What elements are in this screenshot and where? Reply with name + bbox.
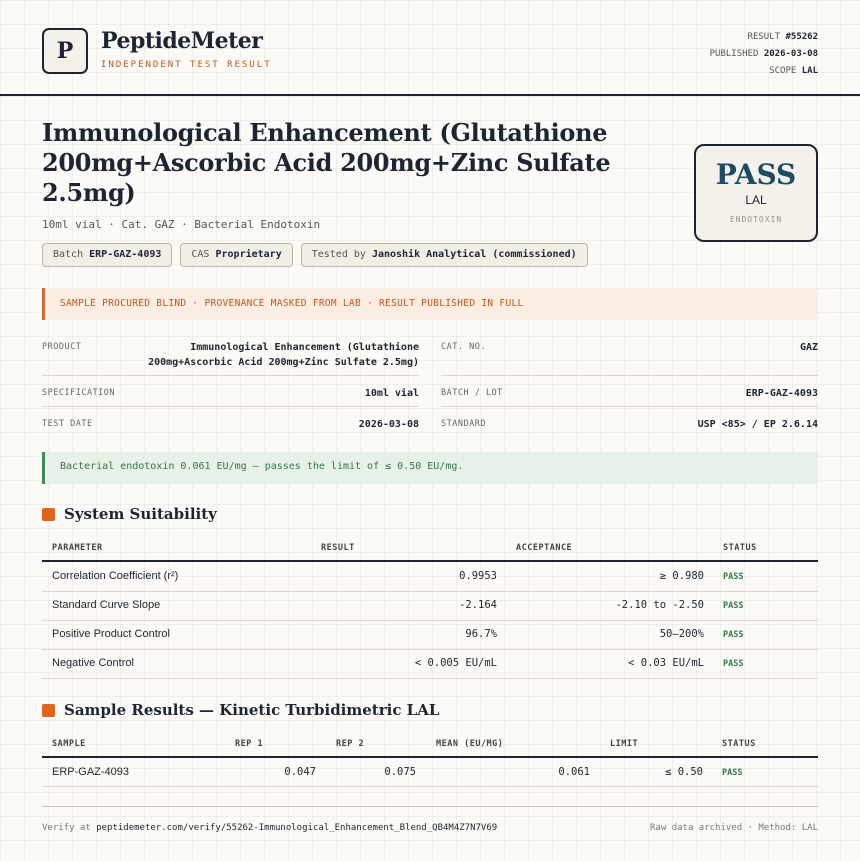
acceptance-cell: ≥ 0.980 [659,570,704,582]
meta-published: PUBLISHED 2026-03-08 [709,49,818,59]
table-header-rule [42,756,818,758]
sample-cell: ERP-GAZ-4093 [52,766,130,778]
standard-label: STANDARD [441,419,486,429]
suitability-heading: System Suitability [42,505,217,523]
param-cell: Correlation Coefficient (r²) [52,570,179,582]
row-divider [42,786,818,787]
verify-line: Verify at peptidemeter.com/verify/55262-Immunological_Enhancement_Blend_QB4M4Z7N7V69 [42,823,498,833]
status-badge: PASS [723,572,744,582]
pass-kind: ENDOTOXIN [729,215,783,224]
tested-by-chip: Tested by Janoshik Analytical (commissioned) [301,243,588,267]
cas-chip: CAS Proprietary [180,243,292,267]
info-divider [42,375,419,376]
col-acceptance: ACCEPTANCE [516,543,573,553]
batch-lot-value: ERP-GAZ-4093 [745,388,818,399]
mean-cell: 0.061 [558,766,590,778]
meta-result: RESULT #55262 [747,32,818,42]
acceptance-cell: -2.10 to -2.50 [615,599,704,611]
catno-label: CAT. NO. [441,342,486,352]
pass-scope: LAL [745,193,767,207]
result-cell: < 0.005 EU/mL [414,657,497,669]
row-divider [42,620,818,621]
page-header [0,0,860,96]
section-marker-icon [42,704,55,717]
test-date-value: 2026-03-08 [358,419,419,430]
result-cell: -2.164 [459,599,497,611]
batch-lot-label: BATCH / LOT [441,388,503,398]
col-status: STATUS [723,543,757,553]
verdict-banner: Bacterial endotoxin 0.061 EU/mg — passes the limit of ≤ 0.50 EU/mg. [42,452,818,484]
chip-row [42,243,588,267]
acceptance-cell: < 0.03 EU/mL [628,657,704,669]
brand-tagline: INDEPENDENT TEST RESULT [101,60,272,70]
rep2-cell: 0.075 [384,766,416,778]
row-divider [42,649,818,650]
col-status: STATUS [722,739,756,749]
row-divider [42,591,818,592]
info-divider [441,406,818,407]
samples-heading: Sample Results — Kinetic Turbidimetric LAL [42,701,439,719]
param-cell: Standard Curve Slope [52,599,161,611]
footer-divider [42,806,818,807]
brand-name: PeptideMeter [101,28,263,54]
col-mean: MEAN (EU/MG) [436,739,504,749]
footer-note: Raw data archived · Method: LAL [650,823,818,833]
page-subtitle: 10ml vial · Cat. GAZ · Bacterial Endotoxin [42,218,321,231]
pass-result: PASS [715,158,797,191]
section-marker-icon [42,508,55,521]
meta-scope: SCOPE LAL [769,66,818,76]
status-badge: PASS [723,659,744,669]
pass-stamp [694,144,818,242]
standard-value: USP <85> / EP 2.6.14 [697,419,818,430]
rep1-cell: 0.047 [284,766,316,778]
param-cell: Positive Product Control [52,628,170,640]
status-badge: PASS [722,768,743,778]
param-cell: Negative Control [52,657,134,669]
batch-chip: Batch ERP-GAZ-4093 [42,243,172,267]
col-rep2: REP 2 [336,739,365,749]
test-date-label: TEST DATE [42,419,93,429]
spec-label: SPECIFICATION [42,388,116,398]
col-sample: SAMPLE [52,739,86,749]
spec-value: 10ml vial [364,388,419,399]
catno-value: GAZ [799,342,818,353]
limit-cell: ≤ 0.50 [665,766,703,778]
info-divider [42,406,419,407]
status-badge: PASS [723,601,744,611]
brand-logo: P [42,28,88,74]
acceptance-cell: 50–200% [659,628,704,640]
result-cell: 96.7% [465,628,497,640]
table-header-rule [42,560,818,562]
status-badge: PASS [723,630,744,640]
col-parameter: PARAMETER [52,543,103,553]
col-rep1: REP 1 [235,739,264,749]
info-divider [441,375,818,376]
row-divider [42,678,818,679]
result-cell: 0.9953 [459,570,497,582]
verify-link[interactable]: peptidemeter.com/verify/55262-Immunological_Enhancement_Blend_QB4M4Z7N7V69 [96,823,498,833]
blind-notice: SAMPLE PROCURED BLIND · PROVENANCE MASKED FROM LAB · RESULT PUBLISHED IN FULL [42,288,818,320]
col-result: RESULT [321,543,355,553]
col-limit: LIMIT [610,739,639,749]
result-meta [710,29,818,80]
product-label: PRODUCT [42,342,82,352]
product-value: Immunological Enhancement (Glutathione 200mg+Ascorbic Acid 200mg+Zinc Sulfate 2.5mg) [148,342,419,368]
page-title: Immunological Enhancement (Glutathione 200mg+Ascorbic Acid 200mg+Zinc Sulfate 2.5mg) [42,118,611,207]
